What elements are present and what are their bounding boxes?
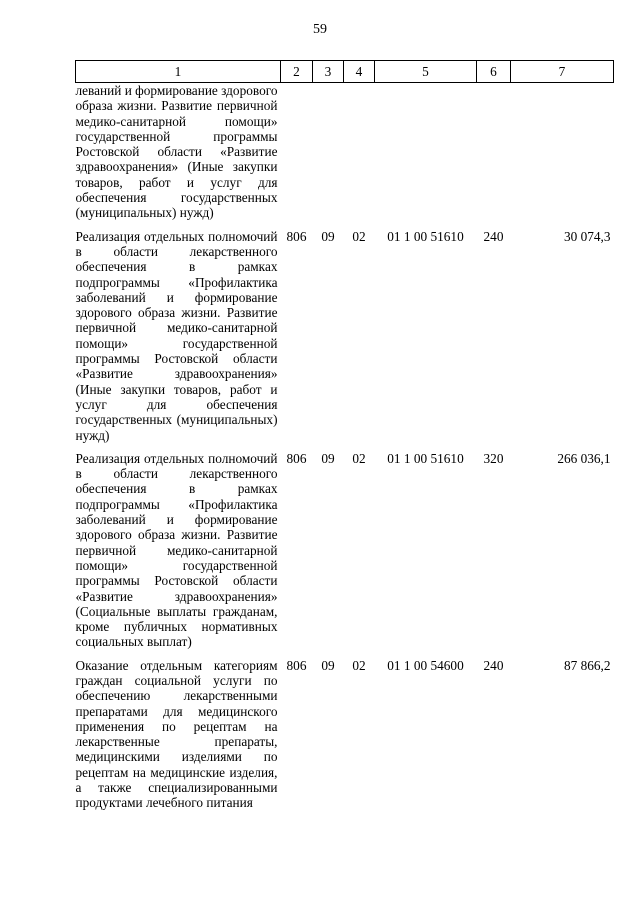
page-number: 59	[313, 22, 327, 37]
row-col5	[375, 83, 477, 221]
column-header-2: 2	[281, 61, 313, 83]
column-header-1: 1	[76, 61, 281, 83]
row-col3	[313, 83, 344, 221]
row-col5: 01 1 00 51610	[387, 228, 464, 244]
row-col5: 01 1 00 54600	[387, 657, 464, 673]
row-description: Оказание отдельным категориям граждан социальной услуги по обеспечению лекарственными препаратами для медицинского применения по рецептам на лекарственные препараты, медицинскими изделиями по рецептам на медицинские изделия, а также специализированными продуктами лечебного питания	[75, 657, 278, 811]
row-col4: 02	[352, 228, 366, 244]
row-col4	[344, 83, 375, 221]
budget-table	[75, 60, 614, 811]
row-col2: 806	[286, 228, 307, 244]
row-col5: 01 1 00 51610	[387, 450, 464, 466]
row-col3: 09	[321, 657, 335, 673]
table-row	[76, 658, 614, 811]
row-col7	[511, 83, 614, 221]
row-col4: 02	[352, 657, 366, 673]
column-header-6: 6	[477, 61, 511, 83]
row-description: Реализация отдельных полномочий в области лекарственного обеспечения в рамках подпрограммы «Профилактика заболеваний и формирование здорового образа жизни. Развитие первичной медико-санитарной помощи» государственной программы Ростовской области «Развитие здравоохранения» (Социальные выплаты гражданам, кроме публичных нормативных социальных выплат)	[75, 450, 278, 650]
table-row	[76, 451, 614, 650]
table-row	[76, 83, 614, 221]
row-col7: 87 866,2	[563, 657, 611, 673]
row-col4: 02	[352, 450, 366, 466]
column-header-7: 7	[511, 61, 614, 83]
row-description: леваний и формирование здорового образа жизни. Развитие первичной медико-санитарной помощи» государственной программы Ростовской области «Развитие здравоохранения» (Иные закупки товаров, работ и услуг для обеспечения государственных (муниципальных) нужд)	[75, 83, 278, 221]
row-col3: 09	[321, 228, 335, 244]
row-col3: 09	[321, 450, 335, 466]
row-col2: 806	[286, 657, 307, 673]
row-col2: 806	[286, 450, 307, 466]
row-col7: 266 036,1	[557, 450, 611, 466]
row-description: Реализация отдельных полномочий в области лекарственного обеспечения в рамках подпрограммы «Профилактика заболеваний и формирование здорового образа жизни. Развитие первичной медико-санитарной помощи» государственной программы Ростовской области «Развитие здравоохранения» (Иные закупки товаров, работ и услуг для обеспечения государственных (муниципальных) нужд)	[75, 228, 278, 443]
row-col6: 320	[483, 450, 504, 466]
row-col6	[477, 83, 511, 221]
column-header-3: 3	[313, 61, 344, 83]
header-row	[76, 61, 614, 83]
row-col6: 240	[483, 228, 504, 244]
column-header-4: 4	[344, 61, 375, 83]
column-header-5: 5	[375, 61, 477, 83]
row-col7: 30 074,3	[563, 228, 611, 244]
row-col6: 240	[483, 657, 504, 673]
table-row	[76, 229, 614, 443]
row-col2	[281, 83, 313, 221]
